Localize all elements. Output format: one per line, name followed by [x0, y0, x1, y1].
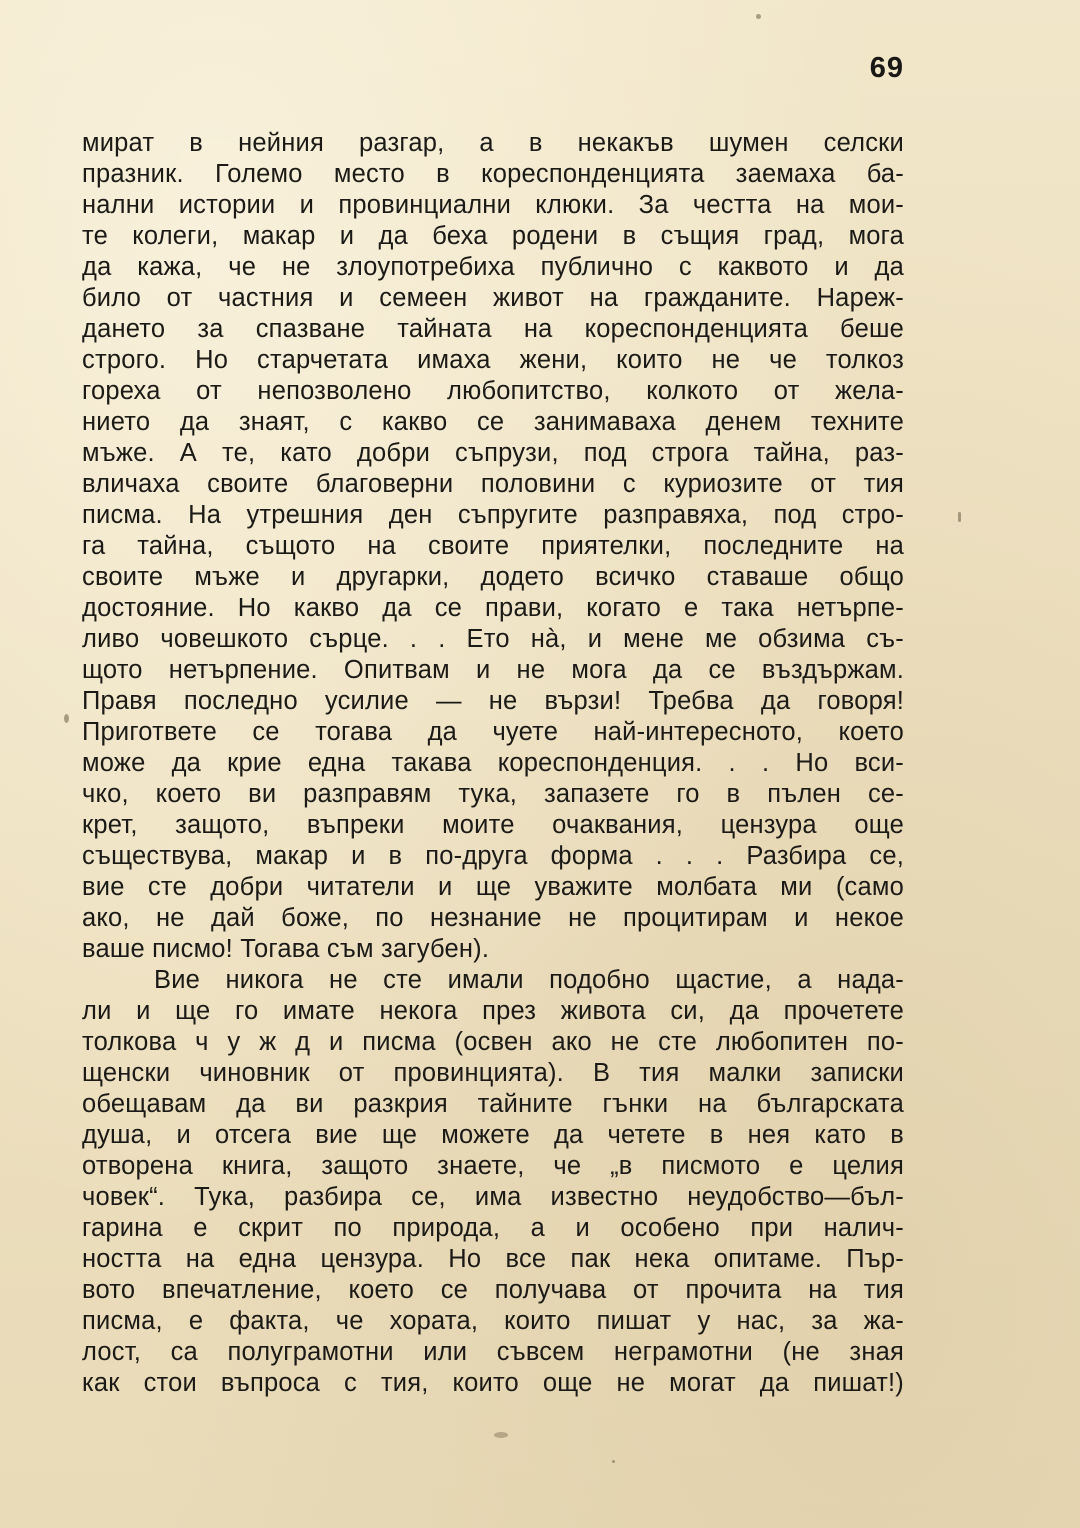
- text-line: вото впечатление, което се получава от прочита на тия: [82, 1276, 904, 1304]
- paragraph-end-line: ваше писмо! Тогава съм загубен).: [82, 935, 490, 963]
- text-line: нални истории и провинциални клюки. За честта на мои-: [82, 191, 904, 219]
- text-line: достояние. Но какво да се прави, когато е така нетърпе-: [82, 594, 904, 622]
- text-line: ли и ще го имате некога през живота си, да прочетете: [82, 997, 904, 1025]
- text-line: ако, не дай боже, по незнание не процитирам и некое: [82, 904, 904, 932]
- text-line: как стои въпроса с тия, които още не могат да пишат!): [82, 1369, 904, 1397]
- text-line: Пригответе се тогава да чуете най-интересното, което: [82, 718, 904, 746]
- text-line: толкова ч у ж д и писма (освен ако не сте любопитен по-: [82, 1028, 904, 1056]
- paper-speck: [64, 714, 69, 723]
- text-line: мират в нейния разгар, а в некакъв шумен селски: [82, 129, 904, 157]
- text-line: да кажа, че не злоупотребиха публично с каквото и да: [82, 253, 904, 281]
- body-text: [82, 128, 904, 1399]
- text-line: га тайна, същото на своите приятелки, последните на: [82, 532, 904, 560]
- paper-speck: [494, 1432, 508, 1438]
- text-line: празник. Големо место в кореспонденцията заемаха ба-: [82, 160, 904, 188]
- text-line: щенски чиновник от провинцията). В тия малки записки: [82, 1059, 904, 1087]
- text-line: гореха от непозволено любопитство, колкото от жела-: [82, 377, 904, 405]
- text-line: писма. На утрешния ден съпругите разправяха, под стро-: [82, 501, 904, 529]
- paper-speck: [612, 1460, 615, 1463]
- text-line: съществува, макар и в по-друга форма . . . Разбира се,: [82, 842, 904, 870]
- text-line: гарина е скрит по природа, а и особено при налич-: [82, 1214, 904, 1242]
- text-line: може да крие една такава кореспонденция. . . Но вси-: [82, 749, 904, 777]
- text-line: строго. Но старчетата имаха жени, които не че толкоз: [82, 346, 904, 374]
- text-line: нието да знаят, с какво се занимаваха денем техните: [82, 408, 904, 436]
- text-line: дането за спазване тайната на кореспонденцията беше: [82, 315, 904, 343]
- text-line: човек“. Тука, разбира се, има известно неудобство—бъл-: [82, 1183, 904, 1211]
- page-number: 69: [869, 52, 904, 84]
- text-line: вие сте добри читатели и ще уважите молбата ми (само: [82, 873, 904, 901]
- text-line: те колеги, макар и да беха родени в същия град, мога: [82, 222, 904, 250]
- paper-speck: [756, 14, 761, 19]
- text-line: било от частния и семеен живот на гражданите. Нареж-: [82, 284, 904, 312]
- text-line: лост, са полуграмотни или съвсем неграмотни (не зная: [82, 1338, 904, 1366]
- text-line: душа, и отсега вие ще можете да четете в нея като в: [82, 1121, 904, 1149]
- text-line: мъже. А те, като добри съпрузи, под строга тайна, раз-: [82, 439, 904, 467]
- text-line: ността на една цензура. Но все пак нека опитаме. Пър-: [82, 1245, 904, 1273]
- text-line: своите мъже и другарки, додето всичко ставаше общо: [82, 563, 904, 591]
- text-line: ливо човешкото сърце. . . Ето нà, и мене ме обзима съ-: [82, 625, 904, 653]
- text-line: чко, което ви разправям тука, запазете го в пълен се-: [82, 780, 904, 808]
- text-line: вличаха своите благоверни половини с куриозите от тия: [82, 470, 904, 498]
- text-line: обещавам да ви разкрия тайните гънки на българската: [82, 1090, 904, 1118]
- text-line: крет, защото, въпреки моите очаквания, цензура още: [82, 811, 904, 839]
- text-line: щото нетърпение. Опитвам и не мога да се въздържам.: [82, 656, 904, 684]
- paper-speck: [958, 512, 961, 522]
- paragraph-start-line: Вие никога не сте имали подобно щастие, а нада-: [154, 966, 904, 994]
- text-line: Правя последно усилие — не вързи! Требва да говоря!: [82, 687, 904, 715]
- text-line: отворена книга, защото знаете, че „в писмото е целия: [82, 1152, 904, 1180]
- text-line: писма, е факта, че хората, които пишат у нас, за жа-: [82, 1307, 904, 1335]
